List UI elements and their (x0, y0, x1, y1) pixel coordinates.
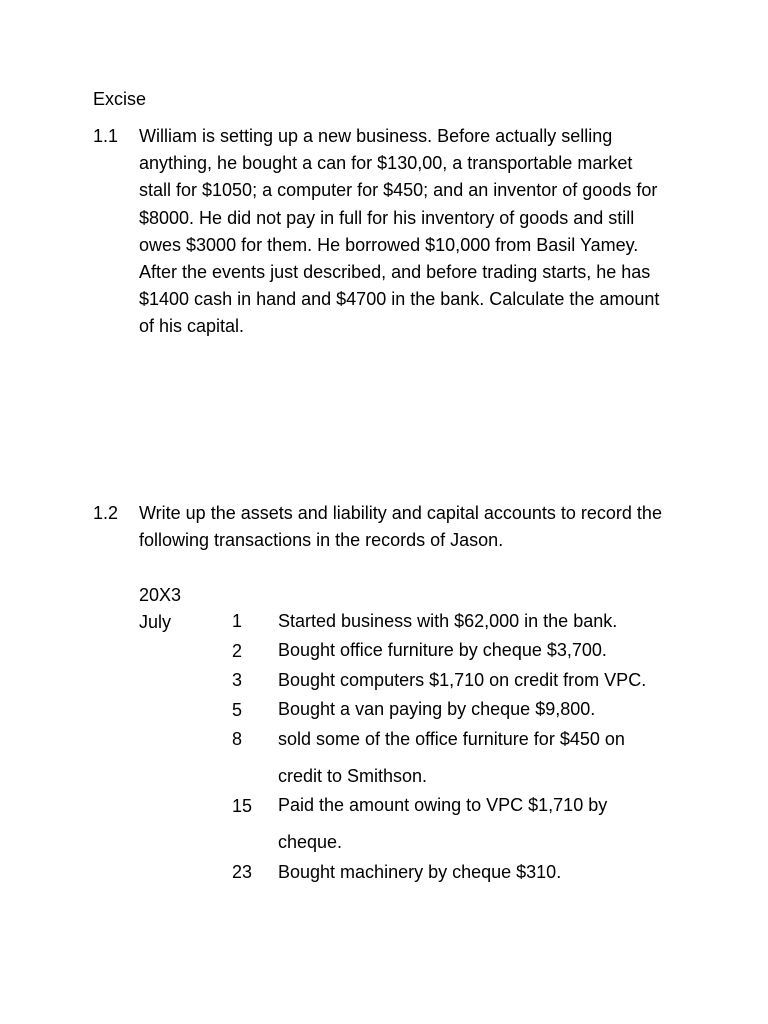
transaction-description: Bought office furniture by cheque $3,700. (278, 640, 607, 660)
transaction-description: sold some of the office furniture for $450 on credit to Smithson. (278, 728, 625, 786)
transaction-row (232, 795, 672, 862)
transaction-day: 2 (232, 640, 243, 661)
transaction-list (232, 610, 672, 891)
transaction-day: 15 (232, 795, 253, 816)
transaction-description: Started business with $62,000 in the bank. (278, 610, 618, 631)
transaction-day: 8 (232, 729, 243, 749)
transaction-description: Bought machinery by cheque $310. (278, 861, 562, 882)
question-number: 1.2 (93, 503, 119, 523)
transaction-day: 1 (232, 611, 243, 631)
document-heading: Excise (93, 89, 147, 109)
question-text: Write up the assets and liability and capital accounts to record the following transactions in the records of Jason. (139, 503, 662, 551)
transaction-day: 23 (232, 862, 253, 882)
transaction-day: 5 (232, 699, 243, 720)
transaction-row (232, 861, 672, 891)
transaction-description: Bought computers $1,710 on credit from VPC. (278, 669, 647, 690)
schedule-month: July (139, 612, 172, 632)
transaction-description: Paid the amount owing to VPC $1,710 by cheque. (278, 795, 608, 852)
question-text: William is setting up a new business. Before actually selling anything, he bought a can for $130,00, a transportable market stall for $1050; a computer for $450; and an inventor of goods for $8000. He did not pay in full for his inventory of goods and still owes $3000 for them. He borrowed $10,000 from Basil Yamey. After the events just described, and before trading starts, he has $1400 cash in hand and $4700 in the bank. Calculate the amount of his capital. (139, 126, 660, 337)
question-number: 1.1 (93, 126, 119, 146)
schedule-year: 20X3 (139, 585, 182, 605)
transaction-row (232, 728, 672, 795)
transaction-description: Bought a van paying by cheque $9,800. (278, 699, 596, 719)
transaction-day: 3 (232, 670, 243, 690)
